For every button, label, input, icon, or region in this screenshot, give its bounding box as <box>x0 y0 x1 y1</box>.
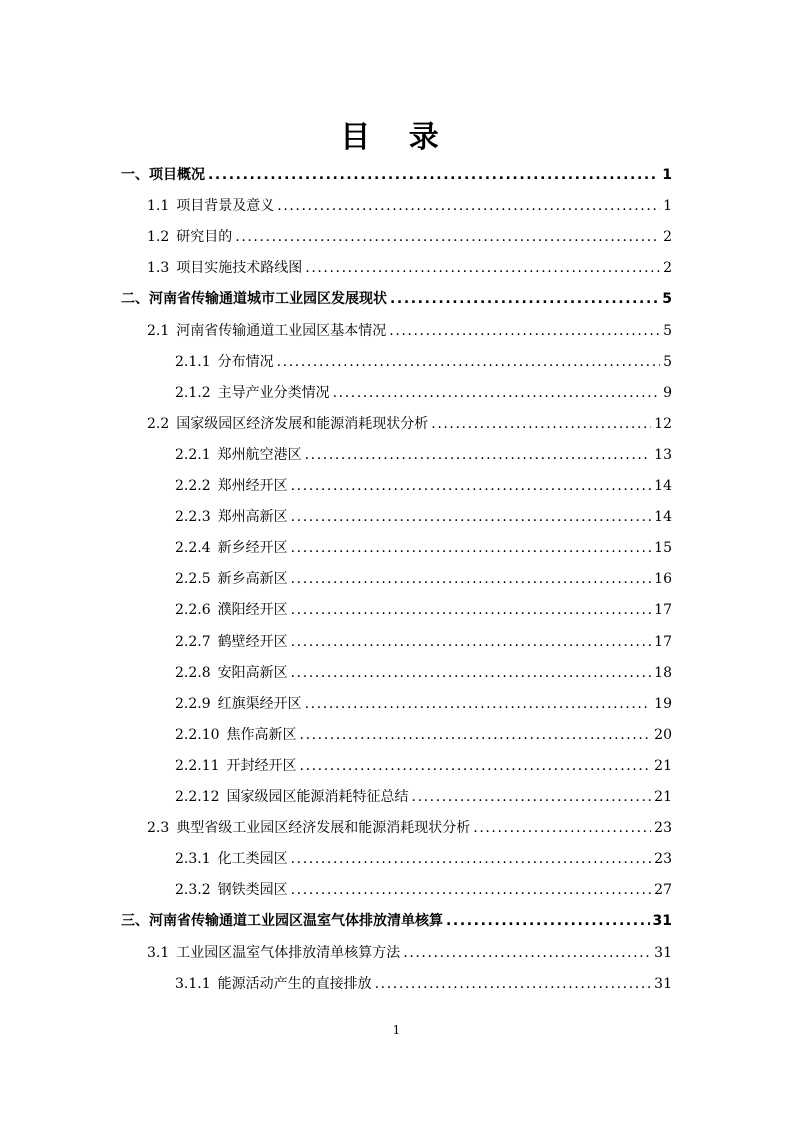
toc-entry-title: 主导产业分类情况 <box>217 384 330 401</box>
toc-dot-leader <box>291 536 652 560</box>
toc-entry-number: 2.3 <box>147 820 170 837</box>
toc-entry-number: 2.3.1 <box>175 851 211 868</box>
toc-entry-title: 国家级园区经济发展和能源消耗现状分析 <box>176 415 429 432</box>
toc-entry[interactable] <box>175 754 672 778</box>
toc-dot-leader <box>291 505 652 529</box>
toc-entry-page: 19 <box>654 695 672 712</box>
toc-dot-leader <box>431 412 651 436</box>
toc-entry[interactable] <box>175 692 672 716</box>
toc-entry-number: 3.1.1 <box>175 975 211 992</box>
toc-entry[interactable] <box>175 474 672 498</box>
toc-entry-number: 3.1 <box>147 944 170 961</box>
toc-entry[interactable] <box>147 412 672 436</box>
toc-entry[interactable] <box>147 194 672 218</box>
toc-entry[interactable] <box>175 661 672 685</box>
toc-entry-page: 23 <box>654 851 672 868</box>
toc-entry-page: 5 <box>663 353 672 370</box>
toc-entry-title: 项目实施技术路线图 <box>176 260 303 277</box>
toc-entry-title: 新乡高新区 <box>217 571 288 588</box>
toc-dot-leader <box>291 661 652 685</box>
toc-entry-page: 17 <box>654 602 672 619</box>
toc-entry[interactable] <box>175 972 672 996</box>
toc-entry[interactable] <box>175 567 672 591</box>
toc-dot-leader <box>277 194 660 218</box>
toc-entry-number: 2.2.1 <box>175 446 211 463</box>
toc-entry-page: 23 <box>654 820 672 837</box>
toc-entry-number: 2.1 <box>147 322 170 339</box>
toc-entry-title: 焦作高新区 <box>226 726 297 743</box>
toc-entry-page: 5 <box>662 291 672 308</box>
toc-entry-title: 二、河南省传输通道城市工业园区发展现状 <box>121 291 387 308</box>
page-title: 目 录 <box>340 120 453 155</box>
toc-entry-title: 化工类园区 <box>217 851 288 868</box>
toc-entry-page: 17 <box>654 633 672 650</box>
toc-entry-title: 钢铁类园区 <box>217 882 288 899</box>
toc-entry-title: 新乡经开区 <box>217 540 288 557</box>
toc-entry[interactable] <box>175 443 672 467</box>
toc-entry[interactable] <box>147 256 672 280</box>
toc-entry-number: 2.2.2 <box>175 478 211 494</box>
toc-dot-leader <box>291 630 652 654</box>
toc-entry-title: 研究目的 <box>176 229 233 246</box>
toc-entry-number: 2.2.7 <box>175 633 211 650</box>
toc-entry-page: 2 <box>663 260 672 277</box>
toc-dot-leader <box>412 785 652 809</box>
toc-dot-leader <box>305 256 660 280</box>
toc-dot-leader <box>300 723 652 747</box>
toc-entry-number: 2.2.12 <box>175 789 220 805</box>
toc-dot-leader <box>291 598 652 622</box>
toc-entry-number: 2.1.1 <box>175 353 211 370</box>
toc-entry[interactable] <box>147 225 672 249</box>
toc-entry-number: 2.2.9 <box>175 695 211 712</box>
toc-entry[interactable] <box>175 723 672 747</box>
toc-entry-number: 2.2.5 <box>175 571 211 588</box>
toc-entry[interactable] <box>121 287 672 311</box>
toc-entry-number: 2.2.10 <box>175 726 220 743</box>
toc-dot-leader <box>390 287 659 311</box>
toc-entry-title: 鹤壁经开区 <box>217 633 288 650</box>
toc-entry-page: 13 <box>654 446 672 463</box>
toc-entry-title: 安阳高新区 <box>217 664 288 681</box>
toc-dot-leader <box>305 443 652 467</box>
toc-entry-number: 2.2.8 <box>175 664 211 681</box>
toc-entry-page: 18 <box>654 664 672 681</box>
toc-dot-leader <box>333 381 660 405</box>
toc-dot-leader <box>446 909 650 933</box>
toc-entry-title: 河南省传输通道工业园区基本情况 <box>176 322 387 339</box>
toc-entry-page: 31 <box>654 944 672 961</box>
toc-entry-page: 1 <box>663 198 672 215</box>
toc-entry-number: 2.2.6 <box>175 602 211 619</box>
toc-entry-number: 2.2 <box>147 415 170 432</box>
toc-entry-title: 郑州经开区 <box>217 478 288 494</box>
toc-entry-title: 开封经开区 <box>226 757 297 774</box>
toc-entry[interactable] <box>175 630 672 654</box>
toc-entry-page: 21 <box>654 757 672 774</box>
toc-dot-leader <box>291 878 652 902</box>
toc-entry[interactable] <box>147 816 672 840</box>
toc-dot-leader <box>300 754 652 778</box>
toc-entry-number: 2.2.11 <box>175 757 220 774</box>
toc-entry-page: 5 <box>663 322 672 339</box>
toc-entry-page: 16 <box>654 571 672 588</box>
toc-entry-page: 31 <box>652 913 672 930</box>
toc-entry-title: 三、河南省传输通道工业园区温室气体排放清单核算 <box>121 913 443 930</box>
toc-entry-title: 国家级园区能源消耗特征总结 <box>226 789 409 805</box>
toc-entry-number: 2.2.3 <box>175 509 211 526</box>
toc-entry[interactable] <box>175 847 672 871</box>
toc-entry[interactable] <box>175 350 672 374</box>
toc-entry-page: 21 <box>654 789 672 805</box>
toc-entry[interactable] <box>175 505 672 529</box>
toc-entry-number: 2.3.2 <box>175 882 211 899</box>
toc-entry-page: 20 <box>654 726 672 743</box>
toc-entry-page: 2 <box>663 229 672 246</box>
toc-entry-page: 27 <box>654 882 672 899</box>
toc-entry-number: 2.1.2 <box>175 384 211 401</box>
toc-entry-title: 红旗渠经开区 <box>217 695 302 712</box>
toc-entry-page: 14 <box>654 478 672 494</box>
toc-dot-leader <box>291 847 652 871</box>
toc-entry-number: 2.2.4 <box>175 540 211 557</box>
toc-dot-leader <box>291 474 652 498</box>
page-number: 1 <box>392 1023 401 1037</box>
toc-dot-leader <box>375 972 652 996</box>
toc-entry-title: 项目背景及意义 <box>176 198 275 215</box>
toc-dot-leader <box>291 567 652 591</box>
toc-dot-leader <box>473 816 651 840</box>
toc-entry-number: 1.3 <box>147 260 170 277</box>
toc-entry[interactable] <box>121 163 672 187</box>
toc-entry-page: 14 <box>654 509 672 526</box>
toc-entry-title: 工业园区温室气体排放清单核算方法 <box>176 944 401 961</box>
toc-entry-title: 郑州航空港区 <box>217 446 302 463</box>
toc-entry[interactable] <box>121 909 672 933</box>
toc-dot-leader <box>305 692 652 716</box>
toc-entry-title: 典型省级工业园区经济发展和能源消耗现状分析 <box>176 820 471 837</box>
toc-entry-number: 1.1 <box>147 198 170 215</box>
toc-entry[interactable] <box>175 536 672 560</box>
toc-entry-title: 郑州高新区 <box>217 509 288 526</box>
toc-dot-leader <box>208 163 659 187</box>
toc-entry[interactable] <box>175 381 672 405</box>
toc-entry-title: 能源活动产生的直接排放 <box>217 975 372 992</box>
toc-entry-title: 分布情况 <box>217 353 274 370</box>
toc-entry-page: 1 <box>662 167 672 183</box>
toc-dot-leader <box>403 941 651 965</box>
toc-entry[interactable] <box>175 878 672 902</box>
toc-entry-page: 31 <box>654 975 672 992</box>
toc-entry-title: 一、项目概况 <box>121 167 205 183</box>
toc-entry[interactable] <box>175 785 672 809</box>
toc-dot-leader <box>389 319 660 343</box>
toc-entry-number: 1.2 <box>147 229 170 246</box>
toc-dot-leader <box>235 225 660 249</box>
toc-entry[interactable] <box>147 319 672 343</box>
toc-entry[interactable] <box>175 598 672 622</box>
toc-entry-title: 濮阳经开区 <box>217 602 288 619</box>
toc-dot-leader <box>277 350 660 374</box>
toc-entry-page: 15 <box>654 540 672 557</box>
toc-entry-page: 9 <box>663 384 672 401</box>
toc-entry-page: 12 <box>654 415 672 432</box>
toc-entry[interactable] <box>147 941 672 965</box>
